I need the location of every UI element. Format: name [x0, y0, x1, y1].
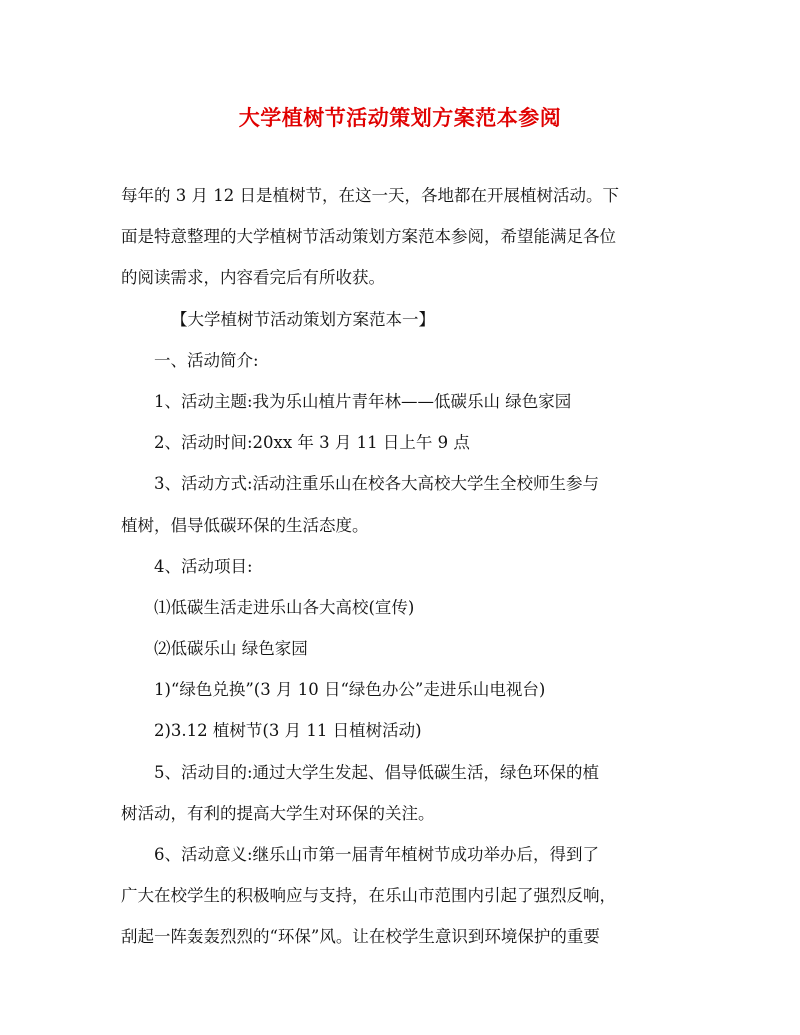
paragraph-line: 6、活动意义:继乐山市第一届青年植树节成功举办后，得到了 — [154, 845, 600, 864]
paragraph-line: 1、活动主题:我为乐山植片青年林——低碳乐山 绿色家园 — [154, 391, 572, 411]
paragraph-line: 广大在校学生的积极响应与支持，在乐山市范围内引起了强烈反响， — [121, 886, 616, 906]
paragraph-line: 3、活动方式:活动注重乐山在校各大高校大学生全校师生参与 — [154, 474, 600, 494]
paragraph-line: 植树，倡导低碳环保的生活态度。 — [121, 515, 369, 535]
paragraph-line: 4、活动项目: — [154, 556, 253, 576]
paragraph-line: 1)“绿色兑换”(3 月 10 日“绿色办公”走进乐山电视台) — [154, 680, 546, 700]
document-body — [121, 175, 681, 958]
document-title: 大学植树节活动策划方案范本参阅 — [238, 105, 562, 130]
paragraph-line: 每年的 3 月 12 日是植树节，在这一天，各地都在开展植树活动。下 — [121, 186, 619, 205]
paragraph-line: 面是特意整理的大学植树节活动策划方案范本参阅，希望能满足各位 — [121, 227, 616, 247]
paragraph-line: ⑵低碳乐山 绿色家园 — [154, 639, 308, 659]
paragraph-line: ⑴低碳生活走进乐山各大高校(宣传) — [154, 597, 415, 617]
paragraph-line: 5、活动目的:通过大学生发起、倡导低碳生活，绿色环保的植 — [154, 762, 600, 782]
paragraph-line: 一、活动简介: — [154, 350, 259, 370]
paragraph-line: 2、活动时间:20xx 年 3 月 11 日上午 9 点 — [154, 433, 470, 453]
paragraph-line: 2)3.12 植树节(3 月 11 日植树活动) — [154, 721, 422, 741]
paragraph-line: 的阅读需求，内容看完后有所收获。 — [121, 268, 385, 288]
section-heading: 【大学植树节活动策划方案范本一】 — [171, 309, 435, 329]
paragraph-line: 刮起一阵轰轰烈烈的“环保”风。让在校学生意识到环境保护的重要 — [121, 927, 600, 947]
paragraph-line: 树活动，有利的提高大学生对环保的关注。 — [121, 803, 435, 823]
